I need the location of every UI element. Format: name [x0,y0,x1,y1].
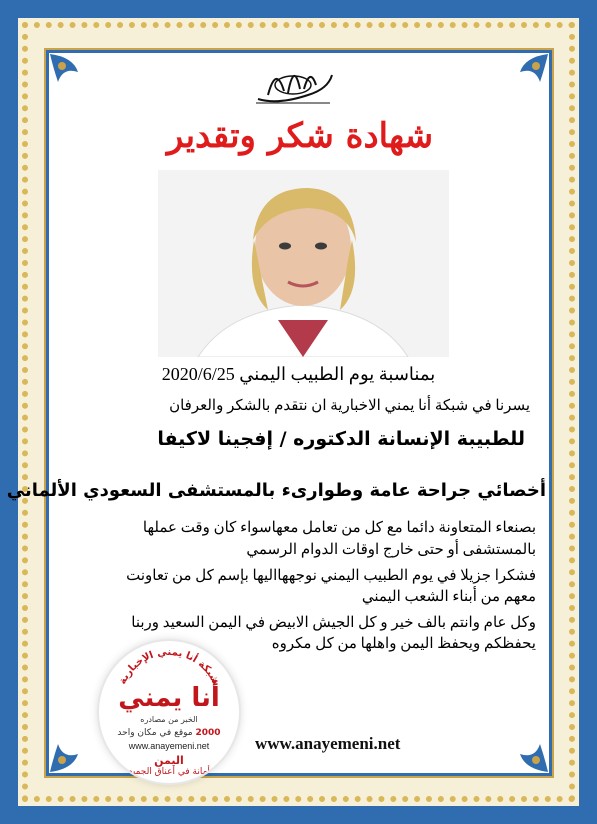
body-line: معهم من أبناء الشعب اليمني [361,589,536,605]
logo-brand: أنا يمني [118,683,220,713]
logo-tagline: الخبر من مصادره [140,715,198,724]
body-line: فشكرا جزيلا في يوم الطبيب اليمني نوجههااليها بإسم كل من تعاونت [126,568,536,584]
corner-ornament-icon [500,724,550,774]
body-line: يحفظكم ويحفظ اليمن واهلها من كل مكروه [271,636,536,652]
logo-country: اليمن [154,754,184,767]
body-line: بصنعاء المتعاونة دائما مع كل من تعامل معهاسواء كان وقت عملها [142,520,536,536]
logo-motto: أمانة في أعناق الجميع [128,767,210,777]
recipient-name: للطبيبة الإنسانة الدكتوره / إفجينا لاكيفا [157,428,525,450]
corner-ornament-icon [500,52,550,102]
body-line: وكل عام وانتم بالف خير و كل الجيش الابيض في اليمن السعيد وربنا [131,615,536,631]
certificate-title: شهادة شكر وتقدير [166,116,434,156]
logo-arc-text: شبكة أنا يمني الإخبارية [117,646,221,687]
logo-count-number: 2000 [195,728,221,738]
recipient-position: أخصائي جراحة عامة وطوارىء بالمستشفى السعودي الألماني [6,480,546,501]
body-line: بالمستشفى أو حتى خارج اوقات الدوام الرسمي [246,542,536,558]
corner-ornament-icon [48,724,98,774]
svg-text:شبكة أنا يمني الإخبارية [117,647,221,687]
website-link[interactable]: www.anayemeni.net [255,734,401,753]
intro-line: يسرنا في شبكة أنا يمني الاخبارية ان نتقدم بالشكر والعرفان [169,398,530,414]
logo-count [117,728,221,738]
corner-ornament-icon [48,52,98,102]
doctor-photo [158,170,449,357]
basmala-calligraphy-icon [248,55,338,111]
anayemeni-logo [99,641,239,783]
logo-count-text: موقع في مكان واحد [117,728,193,738]
logo-url: www.anayemeni.net [128,741,210,751]
occasion-line: بمناسبة يوم الطبيب اليمني 2020/6/25 [161,364,436,384]
